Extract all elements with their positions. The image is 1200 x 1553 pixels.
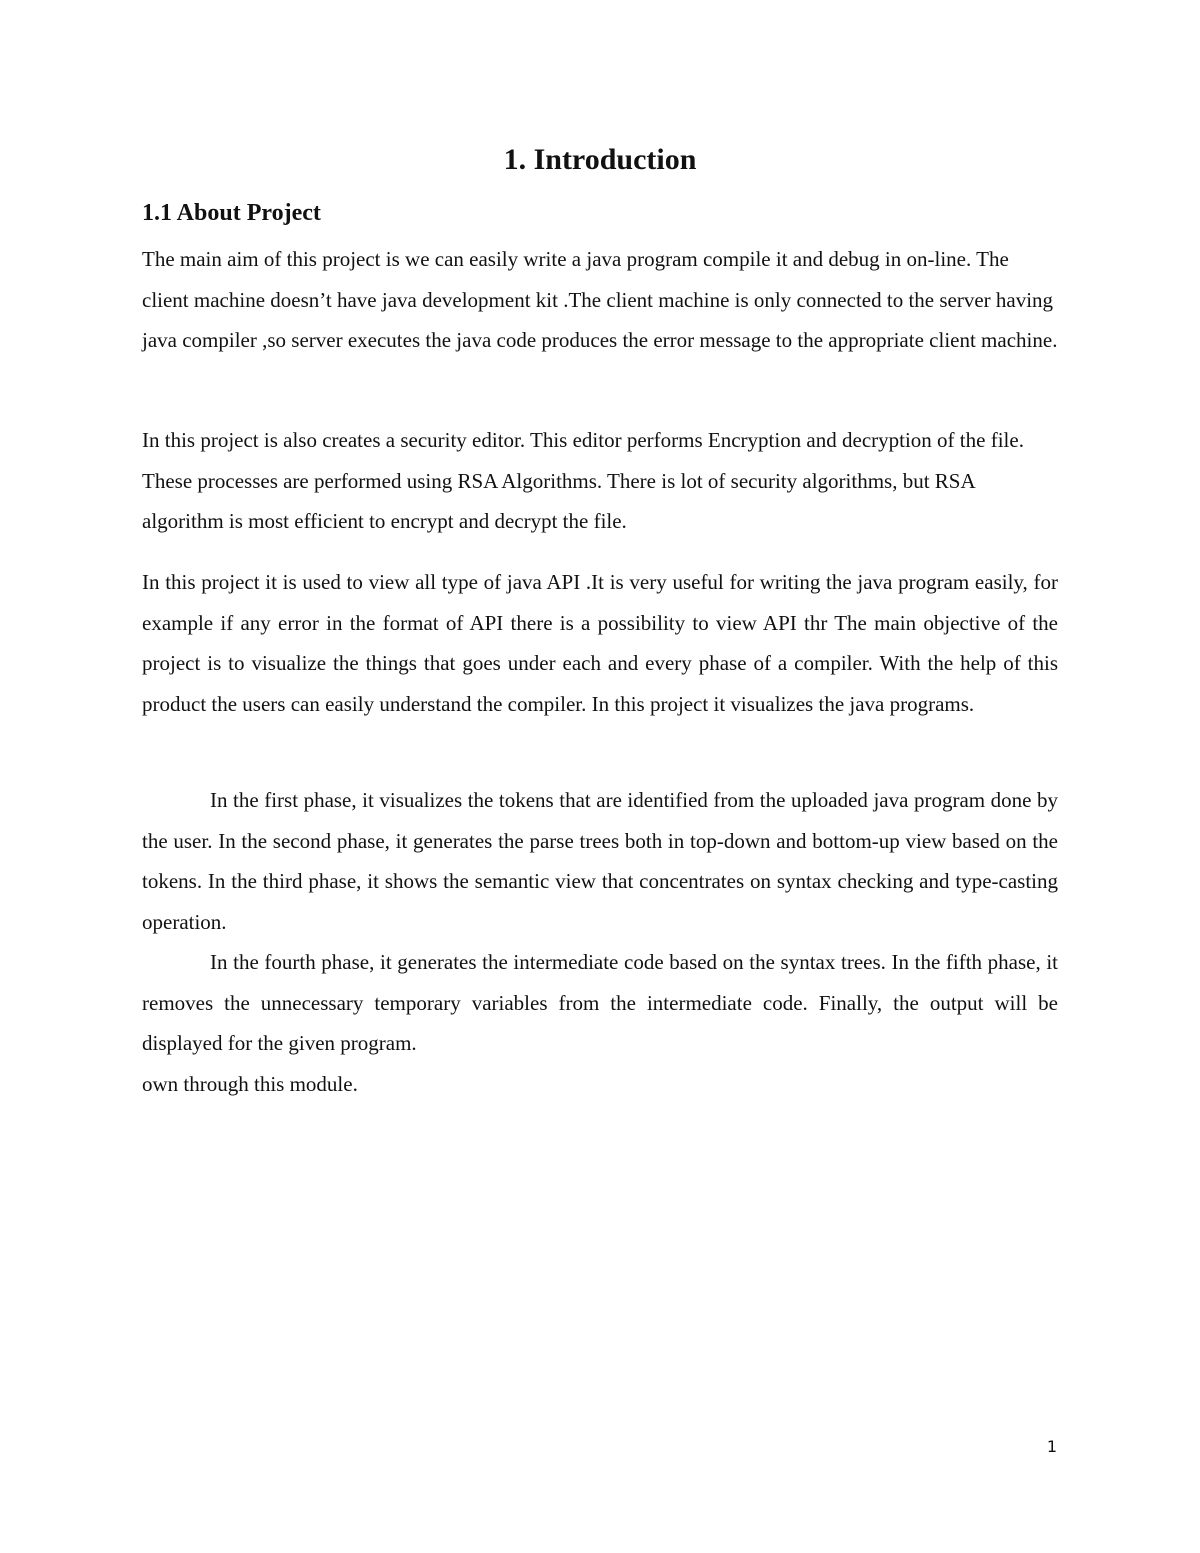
paragraph-compiler-phases-1-3: In the first phase, it visualizes the tokens that are identified from the uploaded java program done by the user. In the second phase, it generates the parse trees both in top-down and bottom-up view based on the tokens. In the third phase, it shows the semantic view that concentrates on syntax checking and type-casting operation.: [142, 788, 1058, 934]
paragraph-compiler-phases-4-5: In the fourth phase, it generates the intermediate code based on the syntax trees. In the fifth phase, it removes the unnecessary temporary variables from the intermediate code. Finally, the output will be displayed for the given program.: [142, 950, 1058, 1056]
paragraph-project-aim: The main aim of this project is we can easily write a java program compile it and debug in on-line. The client machine doesn’t have java development kit .The client machine is only connected to the server having java compiler ,so server executes the java code produces the error message to the appropriate client machine.: [142, 247, 1058, 353]
page-number: 1: [1046, 1437, 1057, 1456]
paragraph-trailing-fragment: own through this module.: [142, 1072, 358, 1096]
section-title: 1.1 About Project: [142, 200, 321, 226]
chapter-title: 1. Introduction: [503, 143, 697, 176]
paragraph-java-api-viewer: In this project it is used to view all type of java API .It is very useful for writing the java program easily, for example if any error in the format of API there is a possibility to view API thr The main objective of the project is to visualize the things that goes under each and every phase of a compiler. With the help of this product the users can easily understand the compiler. In this project it visualizes the java programs.: [142, 570, 1058, 716]
paragraph-security-editor: In this project is also creates a security editor. This editor performs Encryption and decryption of the file. These processes are performed using RSA Algorithms. There is lot of security algorithms, but RSA algorithm is most efficient to encrypt and decrypt the file.: [142, 428, 1024, 534]
